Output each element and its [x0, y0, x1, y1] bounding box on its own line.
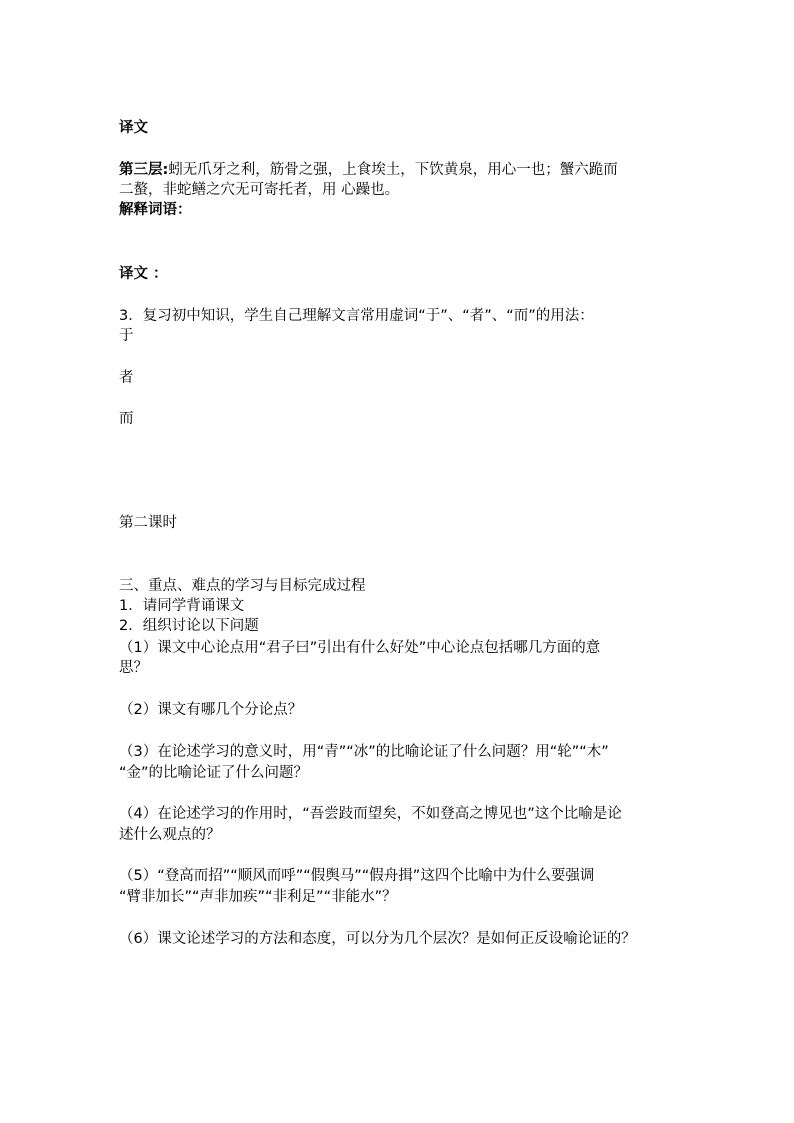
layer3-line-2: 二螯，非蛇鳝之穴无可寄托者，用 心躁也。	[119, 182, 400, 198]
section3-title: 三、重点、难点的学习与目标完成过程	[119, 578, 366, 594]
question-5-line-1: （5）“登高而招”“顺风而呼”“假舆马”“假舟揖”这四个比喻中为什么要强调	[119, 868, 595, 884]
heading-yiwen: 译文	[119, 120, 148, 136]
question-3-line-2: “金”的比喻论证了什么问题？	[119, 765, 309, 781]
word-yu: 于	[119, 328, 134, 344]
question-4-line-1: （4）在论述学习的作用时，“吾尝跂而望矣，不如登高之博见也”这个比喻是论	[119, 806, 622, 822]
question-4-line-2: 述什么观点的？	[119, 827, 221, 843]
question-2: （2）课文有哪几个分论点？	[119, 702, 303, 718]
layer3-line-1	[119, 160, 618, 180]
heading-jieshi-ciyu: 解释词语：	[119, 202, 192, 218]
review-item: 3．复习初中知识，学生自己理解文言常用虚词“于”、“者”、“而”的用法：	[119, 308, 594, 324]
question-1-line-2: 思？	[119, 660, 148, 676]
question-5-line-2: “臂非加长”“声非加疾”“非利足”“非能水”？	[119, 889, 397, 905]
word-zhe: 者	[119, 370, 134, 386]
question-6: （6）课文论述学习的方法和态度，可以分为几个层次？是如何正反设喻论证的？	[119, 931, 636, 947]
question-3-line-1: （3）在论述学习的意义时，用“青”“冰”的比喻论证了什么问题？用“轮”“木”	[119, 744, 609, 760]
word-er: 而	[119, 411, 134, 427]
lesson2-title: 第二课时	[119, 515, 177, 531]
heading-yiwen-2: 译文 ：	[119, 266, 168, 282]
step-2: 2．组织讨论以下问题	[119, 618, 259, 634]
step-1: 1．请同学背诵课文	[119, 598, 245, 614]
layer3-label: 第三层:	[119, 162, 169, 178]
layer3-text-1: 蚓无爪牙之利，筋骨之强，上食埃土，下饮黄泉，用心一也；蟹六跪而	[168, 162, 618, 178]
question-1-line-1: （1）课文中心论点用“君子曰”引出有什么好处”中心论点包括哪几方面的意	[119, 640, 601, 656]
